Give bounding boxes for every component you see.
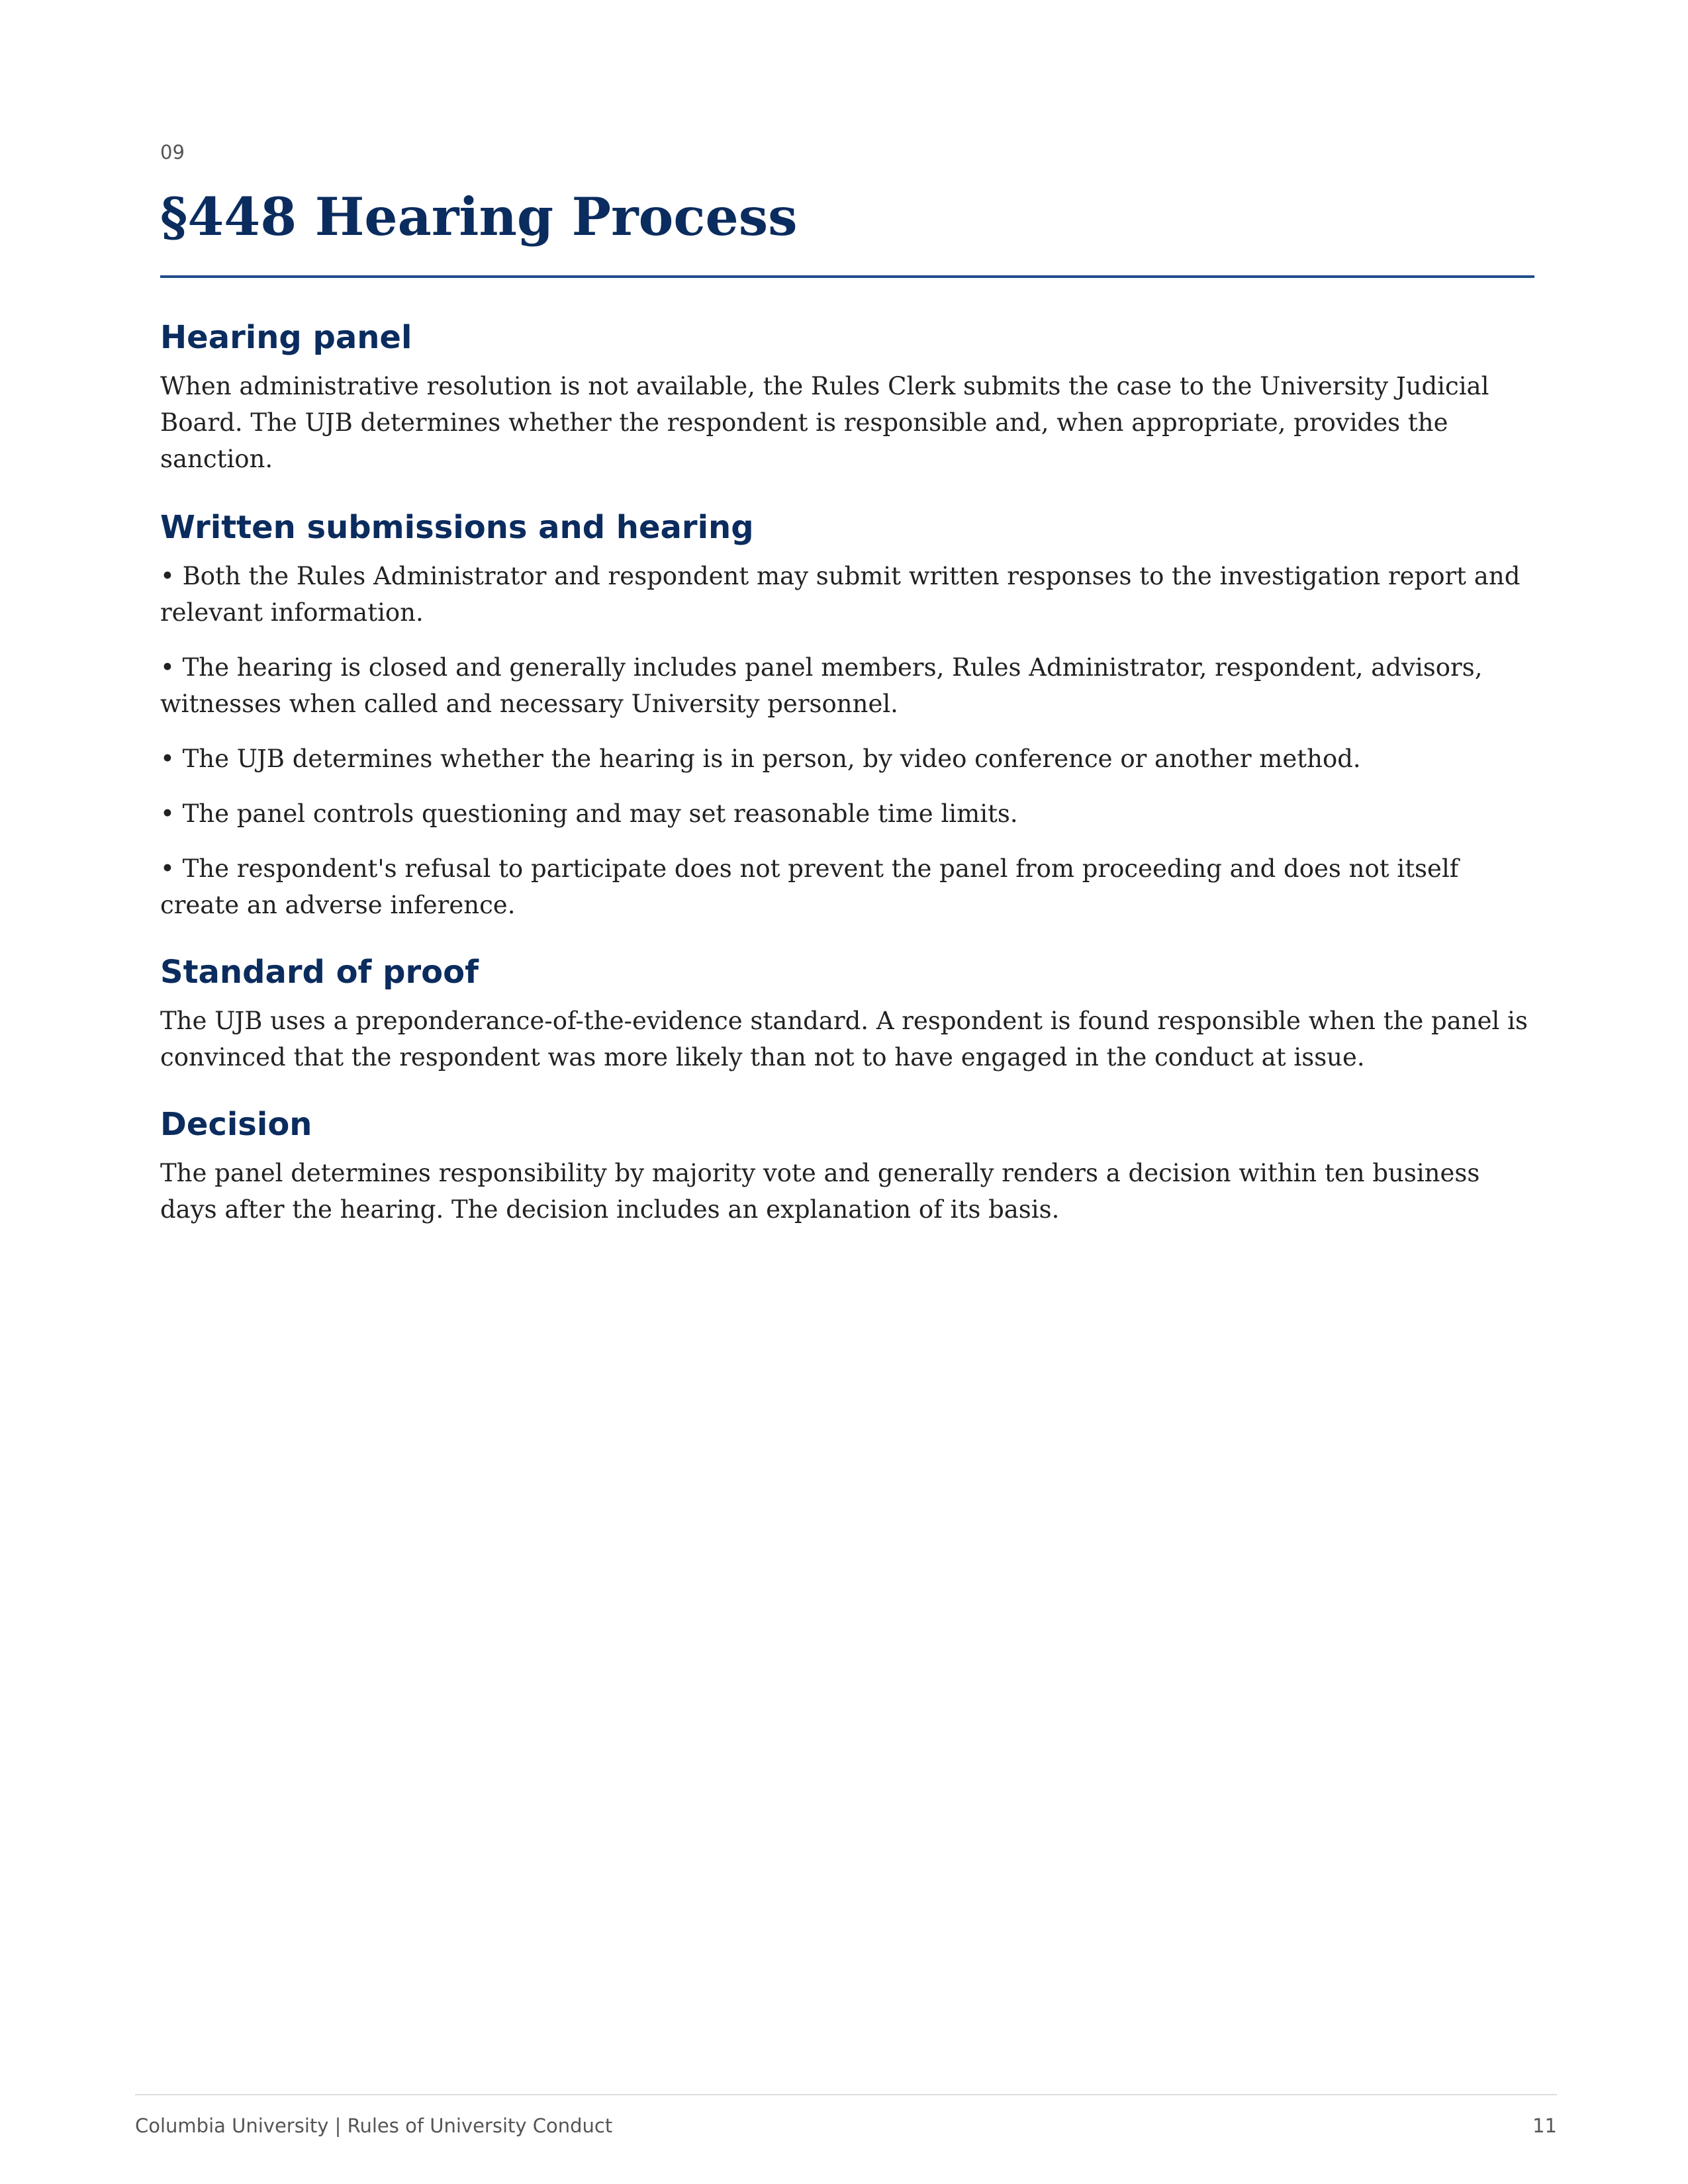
- section-heading: Decision: [160, 1106, 312, 1143]
- footer-document-title: Columbia University | Rules of University Conduct: [135, 2115, 613, 2137]
- page-footer: [135, 2094, 1557, 2138]
- section-heading: Standard of proof: [160, 954, 479, 991]
- title-divider: [160, 275, 1534, 278]
- list-item: • The respondent's refusal to participate does not prevent the panel from proceeding and does not itself create an adverse inference.: [160, 854, 1459, 919]
- section-standard-of-proof: [160, 952, 1534, 1075]
- document-page: [160, 140, 1534, 1228]
- section-paragraph: When administrative resolution is not available, the Rules Clerk submits the case to the University Judicial Board. The UJB determines whether the respondent is responsible and, when appropriate, provides the sanction.: [160, 372, 1489, 473]
- section-hearing-panel: [160, 318, 1534, 477]
- page-title: §448 Hearing Process: [160, 186, 798, 248]
- footer-row: [135, 2114, 1557, 2138]
- list-item: • The hearing is closed and generally includes panel members, Rules Administrator, respondent, advisors, witnesses when called and necessary University personnel.: [160, 653, 1483, 718]
- footer-divider: [135, 2094, 1557, 2095]
- section-heading: Written submissions and hearing: [160, 509, 754, 546]
- section-written-submissions: [160, 508, 1534, 923]
- list-item: • The UJB determines whether the hearing is in person, by video conference or another method.: [160, 745, 1361, 773]
- list-item: • The panel controls questioning and may set reasonable time limits.: [160, 799, 1018, 828]
- section-decision: [160, 1105, 1534, 1228]
- section-number: 09: [160, 141, 185, 163]
- section-paragraph: The UJB uses a preponderance-of-the-evidence standard. A respondent is found responsible when the panel is convinced that the respondent was more likely than not to have engaged in the conduct at issue.: [160, 1007, 1528, 1071]
- page-number: 11: [1532, 2115, 1557, 2137]
- list-item: • Both the Rules Administrator and respondent may submit written responses to the investigation report and relevant information.: [160, 562, 1521, 627]
- bullet-list: [160, 558, 1534, 923]
- section-heading: Hearing panel: [160, 319, 412, 356]
- section-paragraph: The panel determines responsibility by majority vote and generally renders a decision within ten business days after the hearing. The decision includes an explanation of its basis.: [160, 1159, 1480, 1224]
